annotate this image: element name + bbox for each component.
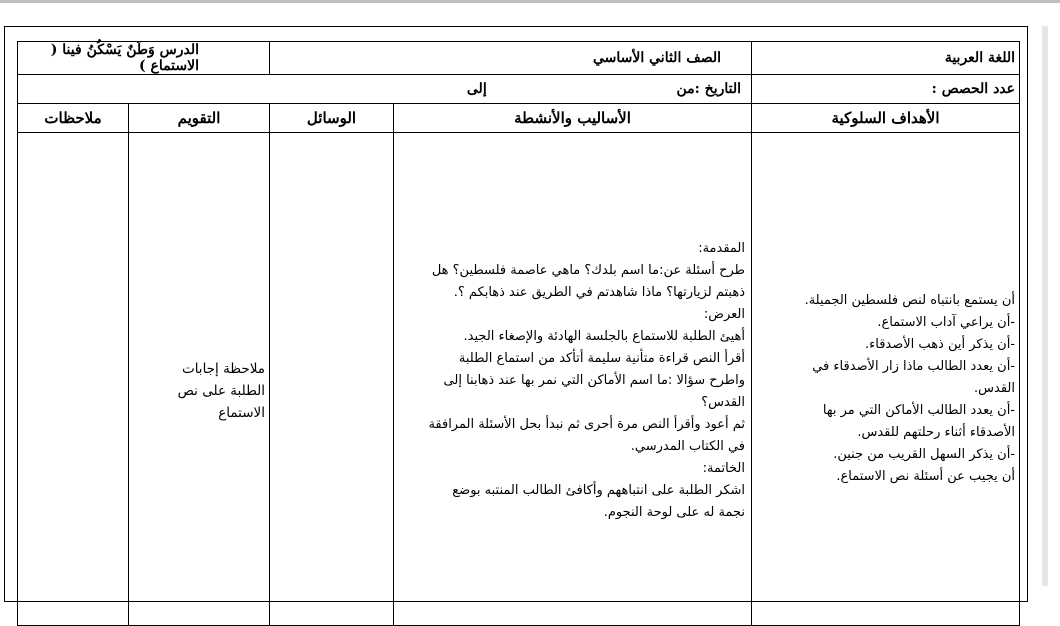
methods-line: واطرح سؤالا :ما اسم الأماكن التي نمر بها عند ذهابنا إلى — [443, 373, 746, 388]
col-notes: ملاحظات — [18, 104, 129, 133]
header-row — [18, 42, 1020, 75]
column-headers-row — [18, 104, 1020, 133]
lesson-cell — [18, 42, 270, 75]
methods-line: في الكتاب المدرسي. — [630, 439, 746, 454]
objective-line: أن يجيب عن أسئلة نص الاستماع. — [836, 469, 1016, 484]
methods-line: أهيئ الطلبة للاستماع بالجلسة الهادئة والإصغاء الجيد. — [463, 329, 746, 344]
content-row — [18, 133, 1020, 626]
date-label: التاريخ :من — [676, 81, 742, 97]
evaluation-cell — [129, 133, 270, 626]
col-objectives: الأهداف السلوكية — [752, 104, 1020, 133]
col-tools: الوسائل — [270, 104, 394, 133]
evaluation-line: ملاحظة إجابات — [181, 361, 266, 377]
methods-line: العرض: — [703, 307, 746, 322]
methods-line: نجمة له على لوحة النجوم. — [603, 505, 746, 520]
lesson-title: الدرس وَطَنٌ يَسْكُنُ فينا ( الاستماع ) — [50, 42, 200, 74]
objective-line: -أن يعدد الطالب الأماكن التي مر بها — [822, 403, 1016, 418]
right-scroll-strip — [1042, 26, 1048, 586]
objective-line: -أن يذكر السهل القريب من جنين. — [833, 447, 1016, 462]
periods-row — [18, 75, 1020, 104]
grade-label: الصف الثاني الأساسي — [592, 50, 722, 66]
periods-cell — [752, 75, 1020, 104]
objective-line: القدس. — [974, 381, 1016, 396]
objective-line: -أن يذكر أين ذهب الأصدقاء. — [864, 337, 1016, 352]
date-cell — [18, 75, 752, 104]
methods-line: المقدمة: — [698, 241, 746, 256]
methods-line: اشكر الطلبة على انتباههم وأكافئ الطالب المنتبه بوضع — [452, 483, 746, 498]
objective-line: -أن يراعي آداب الاستماع. — [877, 315, 1016, 330]
methods-cell — [394, 133, 752, 626]
subject-cell — [752, 42, 1020, 75]
periods-label: عدد الحصص : — [931, 81, 1016, 97]
methods-line: أقرأ النص قراءة متأنية سليمة أتأكد من استماع الطلبة — [458, 351, 746, 366]
col-evaluation: التقويم — [129, 104, 270, 133]
methods-line: ثم أعود وأقرأ النص مرة أحرى ثم نبدأ بحل الأسئلة المرافقة — [428, 417, 746, 432]
grade-cell — [270, 42, 752, 75]
objective-line: أن يستمع بانتباه لنص فلسطين الجميلة. — [804, 293, 1016, 308]
objective-line: -أن يعدد الطالب ماذا زار الأصدقاء في — [812, 359, 1016, 374]
objective-line: الأصدقاء أثناء رحلتهم للقدس. — [857, 425, 1016, 440]
notes-cell — [18, 133, 129, 626]
methods-line: طرح أسئلة عن:ما اسم بلدك؟ ماهي عاصمة فلسطين؟ هل — [431, 263, 746, 278]
objectives-cell — [752, 133, 1020, 626]
subject-label: اللغة العربية — [944, 50, 1016, 66]
methods-line: الخاتمة: — [702, 461, 746, 476]
tools-cell — [270, 133, 394, 626]
top-rule — [0, 0, 1060, 3]
lesson-plan-table — [17, 41, 1020, 626]
evaluation-line: الطلبة على نص — [177, 383, 266, 399]
date-to-label: إلى — [466, 81, 487, 97]
methods-line: القدس؟ — [701, 395, 746, 410]
evaluation-line: الاستماع — [218, 405, 266, 421]
methods-line: ذهبتم لزيارتها؟ ماذا شاهدتم في الطريق عند ذهابكم ؟. — [453, 285, 746, 300]
col-methods: الأساليب والأنشطة — [394, 104, 752, 133]
